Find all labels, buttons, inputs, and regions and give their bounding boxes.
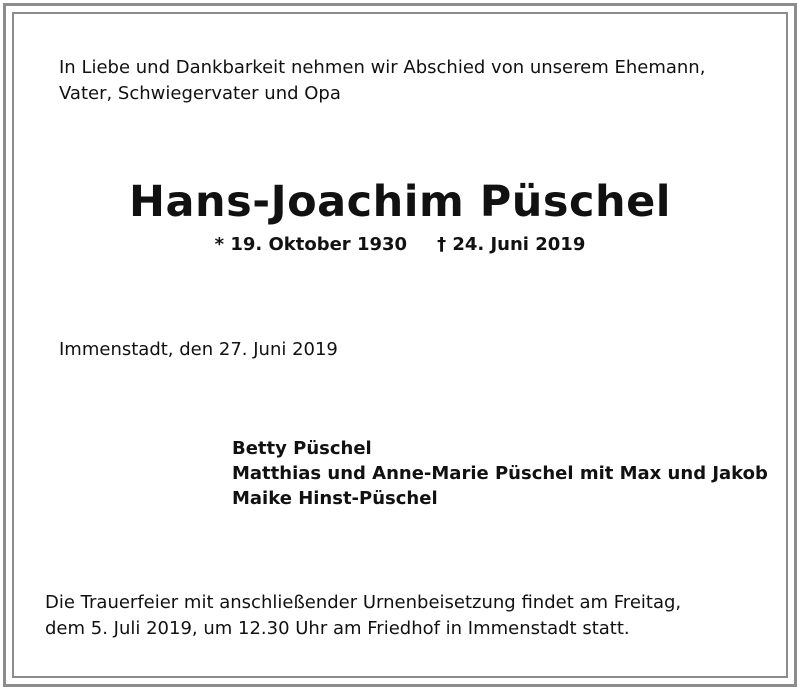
mourner-line: Maike Hinst-Püschel (232, 488, 438, 509)
service-notice (45, 590, 681, 642)
birth-date: * 19. Oktober 1930 (214, 234, 408, 255)
service-line: Die Trauerfeier mit anschließender Urnenbeisetzung findet am Freitag, (45, 592, 682, 613)
death-date: † 24. Juni 2019 (437, 234, 586, 255)
intro-line: In Liebe und Dankbarkeit nehmen wir Abschied von unserem Ehemann, (59, 57, 706, 78)
intro-line: Vater, Schwiegervater und Opa (59, 83, 341, 104)
service-line: dem 5. Juli 2019, um 12.30 Uhr am Friedhof in Immenstadt statt. (45, 618, 630, 639)
deceased-name: Hans-Joachim Püschel (129, 177, 671, 227)
place-date: Immenstadt, den 27. Juni 2019 (59, 339, 338, 360)
life-dates (0, 232, 800, 258)
mourner-line: Matthias und Anne-Marie Püschel mit Max und Jakob (232, 463, 768, 484)
mourner-line: Betty Püschel (232, 438, 372, 459)
intro-text (59, 55, 705, 107)
mourners-list (232, 436, 768, 511)
